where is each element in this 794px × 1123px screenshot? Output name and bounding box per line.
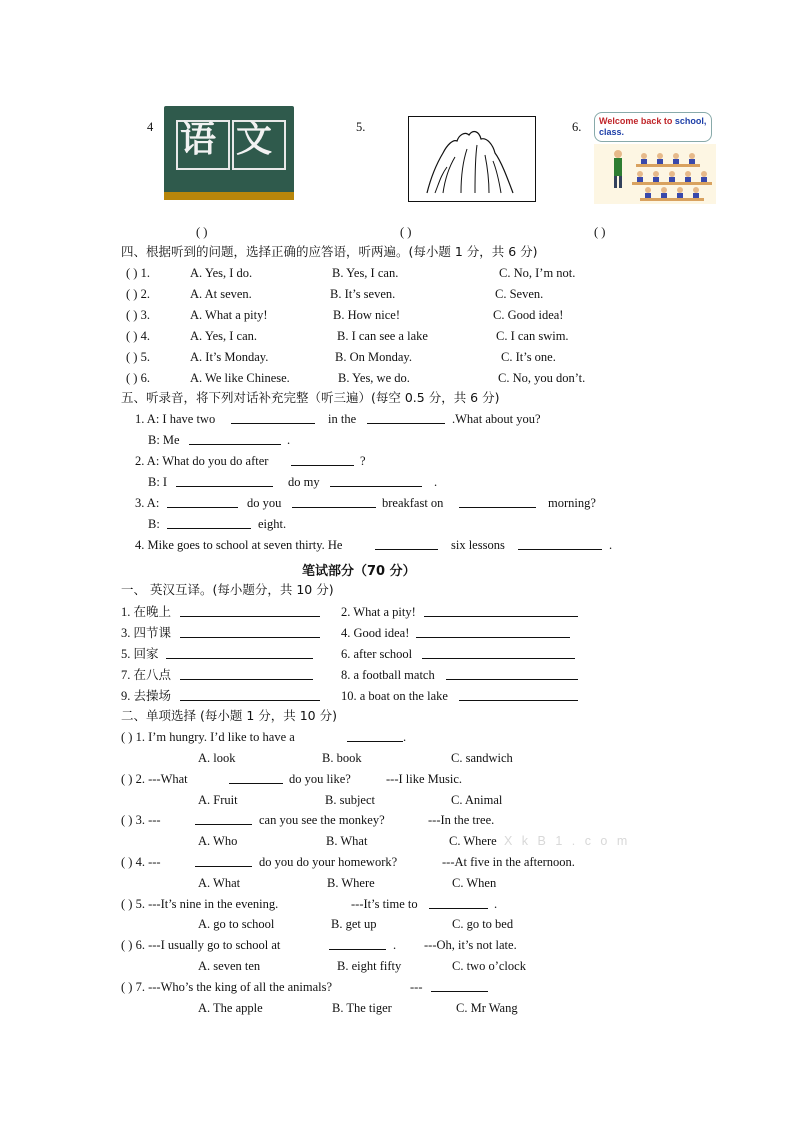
s5-line3-part-a: 3. A:: [135, 496, 160, 510]
s5-blank-12[interactable]: [518, 538, 602, 550]
choice-q3-option-b: B. What: [326, 834, 368, 848]
choice-q2-stem[interactable]: ( ) 2. ---What: [121, 772, 188, 786]
translate-item-9: 9. 去操场: [121, 689, 172, 703]
translate-blank-6[interactable]: [422, 647, 575, 659]
classroom-drawing: [594, 144, 716, 204]
s4-q5-option-c: C. It’s one.: [501, 350, 556, 364]
mountain-drawing: [409, 117, 535, 201]
part2-title: 二、单项选择 (每小题 1 分，共 10 分): [121, 708, 337, 723]
translate-item-3: 3. 四节课: [121, 626, 172, 640]
choice-q1-option-b: B. book: [322, 751, 362, 765]
choice-q1-blank[interactable]: [347, 730, 403, 742]
translate-blank-7[interactable]: [180, 668, 313, 680]
translate-item-1: 1. 在晚上: [121, 605, 172, 619]
s5-line4-end: .: [609, 538, 613, 552]
choice-q2-option-b: B. subject: [325, 793, 375, 807]
choice-q3-answer: ---In the tree.: [428, 813, 495, 827]
s4-q4-option-b: B. I can see a lake: [337, 329, 428, 343]
s4-q3-number[interactable]: ( ) 3.: [126, 308, 150, 322]
s4-q5-option-a: A. It’s Monday.: [190, 350, 269, 364]
choice-q6-end: .: [393, 938, 397, 952]
s4-q3-option-b: B. How nice!: [333, 308, 400, 322]
section5-title: 五、听录音，将下列对话补充完整（听三遍）(每空 0.5 分，共 6 分): [121, 390, 500, 405]
choice-q4-option-c: C. When: [452, 876, 497, 890]
choice-q4-mid: do you do your homework?: [259, 855, 398, 869]
choice-q5-stem[interactable]: ( ) 5. ---It’s nine in the evening.: [121, 897, 279, 911]
s5-line2-reply: B: I: [148, 475, 168, 489]
s5-line1-part-c: .What about you?: [452, 412, 541, 426]
s5-line3-part-d: morning?: [548, 496, 596, 510]
choice-q7-option-a: A. The apple: [198, 1001, 263, 1015]
s4-q4-option-c: C. I can swim.: [496, 329, 569, 343]
s5-blank-11[interactable]: [375, 538, 438, 550]
s5-line1-part-a: 1. A: I have two: [135, 412, 216, 426]
answer-paren-1[interactable]: ( ): [196, 225, 208, 239]
s4-q6-option-b: B. Yes, we do.: [338, 371, 410, 385]
choice-q1-option-a: A. look: [198, 751, 236, 765]
choice-q3-blank[interactable]: [195, 813, 252, 825]
s5-line2-part-b: do my: [288, 475, 320, 489]
choice-q7-option-c: C. Mr Wang: [456, 1001, 518, 1015]
choice-q6-option-a: A. seven ten: [198, 959, 261, 973]
s4-q3-option-c: C. Good idea!: [493, 308, 564, 322]
choice-q2-answer: ---I like Music.: [386, 772, 463, 786]
s4-q5-number[interactable]: ( ) 5.: [126, 350, 150, 364]
board-frame: [164, 192, 294, 200]
translate-item-4: 4. Good idea!: [341, 626, 410, 640]
s4-q3-option-a: A. What a pity!: [190, 308, 268, 322]
s5-line1-end: .: [287, 433, 291, 447]
written-part-title: 笔试部分（70 分）: [302, 564, 416, 579]
choice-q4-answer: ---At five in the afternoon.: [442, 855, 575, 869]
s4-q4-option-a: A. Yes, I can.: [190, 329, 258, 343]
choice-q7-option-b: B. The tiger: [332, 1001, 392, 1015]
s5-blank-6[interactable]: [330, 475, 422, 487]
s5-line2-part-a: 2. A: What do you do after: [135, 454, 269, 468]
classroom-image: [594, 112, 716, 204]
s5-line2-end-q: ?: [360, 454, 366, 468]
choice-q3-option-a: A. Who: [198, 834, 238, 848]
s5-line3-end: eight.: [258, 517, 287, 531]
translate-item-5: 5. 回家: [121, 647, 159, 661]
choice-q5-end: .: [494, 897, 498, 911]
s5-line3-part-b: do you: [247, 496, 282, 510]
choice-q6-answer: ---Oh, it’s not late.: [424, 938, 517, 952]
mountain-image: [408, 116, 536, 202]
s4-q2-option-c: C. Seven.: [495, 287, 544, 301]
s5-line1-part-b: in the: [328, 412, 357, 426]
translate-item-2: 2. What a pity!: [341, 605, 416, 619]
s5-blank-3[interactable]: [189, 433, 281, 445]
s4-q5-option-b: B. On Monday.: [335, 350, 412, 364]
s4-q4-number[interactable]: ( ) 4.: [126, 329, 150, 343]
picture-number-4: 4: [147, 120, 154, 134]
s5-blank-7[interactable]: [167, 496, 238, 508]
choice-q4-blank[interactable]: [195, 855, 252, 867]
board-char-1: 语: [180, 119, 217, 160]
s5-line1-reply: B: Me: [148, 433, 180, 447]
board-char-2: 文: [236, 119, 273, 160]
speech-bubble: [594, 112, 712, 142]
answer-paren-3[interactable]: ( ): [594, 225, 606, 239]
bubble-text-1: Welcome back to: [599, 116, 675, 126]
part1-title: 一、 英汉互译。(每小题分，共 10 分): [121, 582, 334, 597]
translate-blank-2[interactable]: [424, 605, 578, 617]
translate-item-8: 8. a football match: [341, 668, 435, 682]
watermark-text: X k B 1 . c o m: [504, 834, 631, 848]
s4-q2-option-a: A. At seven.: [190, 287, 252, 301]
translate-blank-4[interactable]: [416, 626, 570, 638]
s4-q6-option-a: A. We like Chinese.: [190, 371, 290, 385]
choice-q4-option-b: B. Where: [327, 876, 375, 890]
section4-title: 四、根据听到的问题，选择正确的应答语，听两遍。(每小题 1 分，共 6 分): [121, 244, 538, 259]
s4-q6-option-c: C. No, you don’t.: [498, 371, 586, 385]
translate-blank-5[interactable]: [166, 647, 313, 659]
s5-blank-4[interactable]: [291, 454, 354, 466]
choice-q5-answer: ---It’s time to: [351, 897, 418, 911]
translate-item-7: 7. 在八点: [121, 668, 172, 682]
s5-line4-part-b: six lessons: [451, 538, 505, 552]
bubble-text-2: school,: [674, 116, 707, 126]
s5-line3-part-c: breakfast on: [382, 496, 444, 510]
s4-q1-number[interactable]: ( ) 1.: [126, 266, 150, 280]
choice-q5-option-b: B. get up: [331, 917, 377, 931]
s5-blank-5[interactable]: [176, 475, 273, 487]
picture-number-5: 5.: [356, 120, 366, 134]
translate-blank-10[interactable]: [459, 689, 578, 701]
s5-blank-10[interactable]: [167, 517, 251, 529]
choice-q2-mid: do you like?: [289, 772, 351, 786]
choice-q2-option-c: C. Animal: [451, 793, 503, 807]
choice-q2-blank[interactable]: [229, 772, 283, 784]
answer-paren-2[interactable]: ( ): [400, 225, 412, 239]
s5-blank-1[interactable]: [231, 412, 315, 424]
translate-item-6: 6. after school: [341, 647, 413, 661]
bubble-text-3: class.: [599, 127, 625, 137]
choice-q6-blank[interactable]: [329, 938, 386, 950]
s4-q1-option-b: B. Yes, I can.: [332, 266, 399, 280]
chalkboard-image: [164, 106, 294, 200]
choice-q7-stem[interactable]: ( ) 7. ---Who’s the king of all the animals?: [121, 980, 333, 994]
s5-line2-end: .: [434, 475, 438, 489]
s5-line3-reply: B:: [148, 517, 160, 531]
s5-line4-part-a: 4. Mike goes to school at seven thirty. He: [135, 538, 343, 552]
choice-q3-stem[interactable]: ( ) 3. ---: [121, 813, 161, 827]
s4-q2-option-b: B. It’s seven.: [330, 287, 396, 301]
translate-blank-1[interactable]: [180, 605, 320, 617]
s5-blank-2[interactable]: [367, 412, 445, 424]
choice-q6-option-b: B. eight fifty: [337, 959, 402, 973]
s4-q2-number[interactable]: ( ) 2.: [126, 287, 150, 301]
choice-q1-stem[interactable]: ( ) 1. I’m hungry. I’d like to have a: [121, 730, 295, 744]
choice-q7-blank[interactable]: [431, 980, 488, 992]
s5-blank-9[interactable]: [459, 496, 536, 508]
choice-q5-option-c: C. go to bed: [452, 917, 514, 931]
choice-q3-option-c: C. Where: [449, 834, 497, 848]
choice-q1-option-c: C. sandwich: [451, 751, 513, 765]
translate-blank-9[interactable]: [180, 689, 320, 701]
s4-q1-option-a: A. Yes, I do.: [190, 266, 253, 280]
picture-number-6: 6.: [572, 120, 582, 134]
choice-q6-option-c: C. two o’clock: [452, 959, 526, 973]
choice-q5-option-a: A. go to school: [198, 917, 275, 931]
translate-blank-3[interactable]: [180, 626, 320, 638]
choice-q5-blank[interactable]: [429, 897, 488, 909]
choice-q4-stem[interactable]: ( ) 4. ---: [121, 855, 161, 869]
choice-q2-option-a: A. Fruit: [198, 793, 238, 807]
translate-item-10: 10. a boat on the lake: [341, 689, 448, 703]
s4-q6-number[interactable]: ( ) 6.: [126, 371, 150, 385]
choice-q4-option-a: A. What: [198, 876, 241, 890]
choice-q6-stem[interactable]: ( ) 6. ---I usually go to school at: [121, 938, 281, 952]
s5-blank-8[interactable]: [292, 496, 376, 508]
choice-q1-end: .: [403, 730, 407, 744]
choice-q7-answer: ---: [410, 980, 423, 994]
choice-q3-mid: can you see the monkey?: [259, 813, 385, 827]
s4-q1-option-c: C. No, I’m not.: [499, 266, 576, 280]
translate-blank-8[interactable]: [446, 668, 578, 680]
